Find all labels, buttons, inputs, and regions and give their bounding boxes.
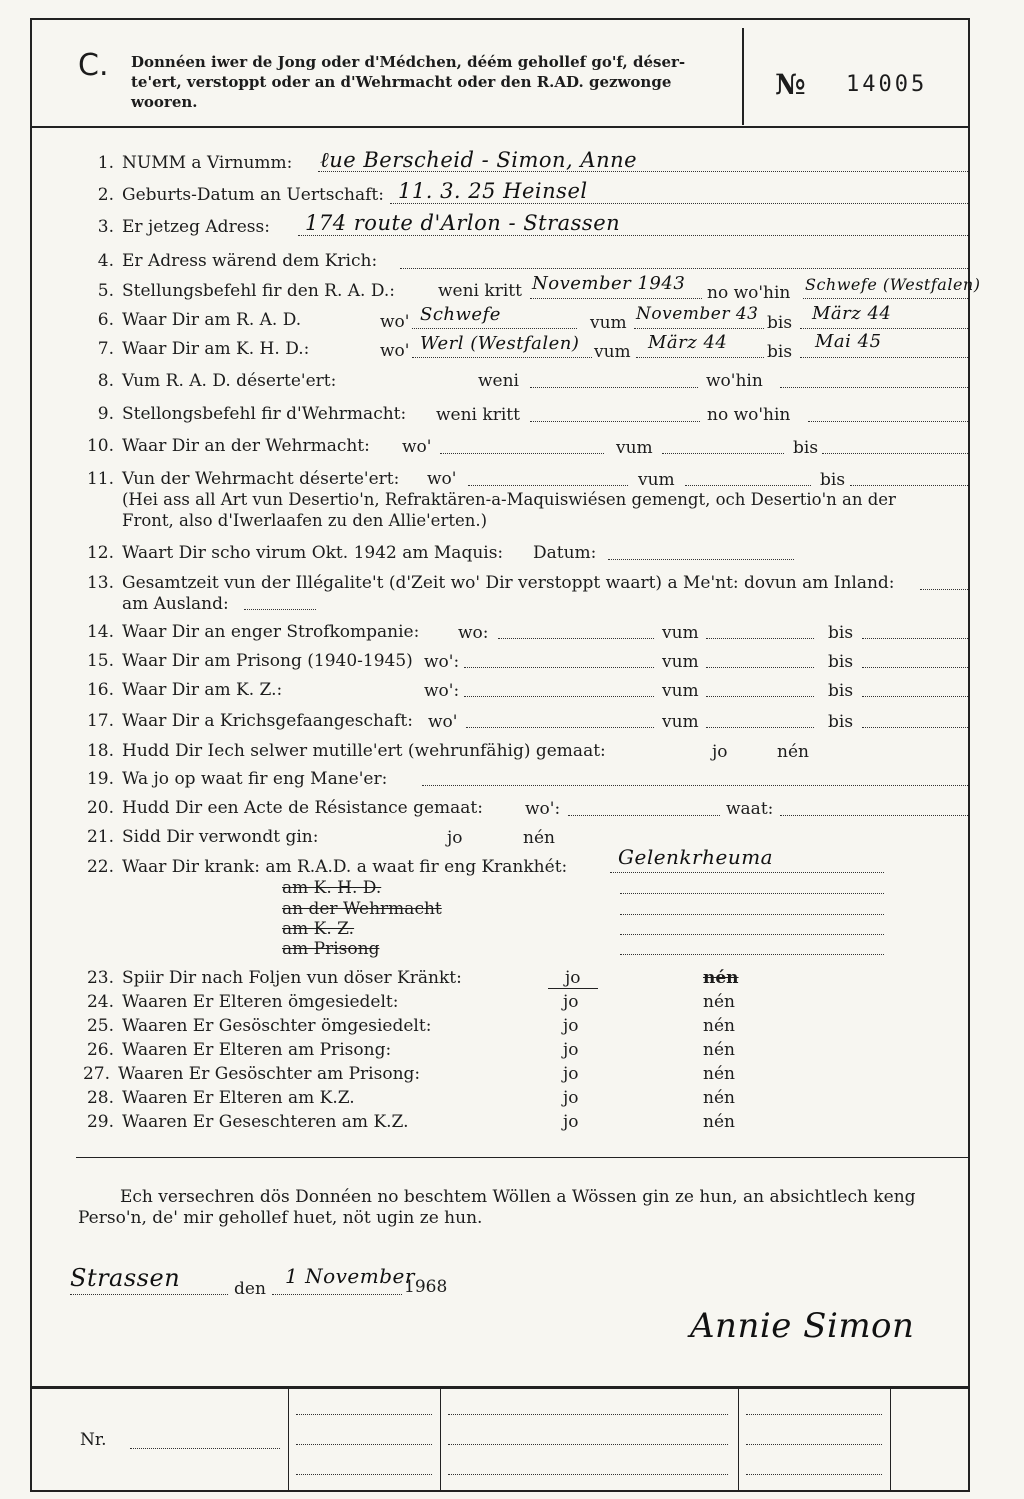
field-11-note-2: Front, also d'Iwerlaafen zu den Allie'erten.) xyxy=(122,511,488,530)
field-5-where-label: no wo'hin xyxy=(707,283,791,303)
field-11-bis-label: bis xyxy=(820,470,846,490)
field-11-wo-label: wo' xyxy=(427,469,457,489)
field-11-vum-label: vum xyxy=(638,470,675,490)
field-6: 6. Waar Dir am R. A. D. xyxy=(97,310,302,330)
field-6-bis-label: bis xyxy=(767,313,793,333)
field-13-ausland-label: am Ausland: xyxy=(122,594,229,614)
field-20: 20. Hudd Dir een Acte de Résistance gemaat: xyxy=(86,798,483,818)
field-16: 16. Waar Dir am K. Z.: xyxy=(86,680,283,700)
field-8-wohin-label: wo'hin xyxy=(706,371,763,391)
field-20-wo-line[interactable] xyxy=(568,815,720,816)
field-22-sub-prisong-line[interactable] xyxy=(620,954,884,955)
footer-col-1 xyxy=(288,1388,289,1492)
field-5-when-value: November 1943 xyxy=(532,273,686,294)
field-9-weni-line[interactable] xyxy=(530,421,700,422)
field-23-nen[interactable]: nén xyxy=(703,968,739,988)
field-14-wo-line[interactable] xyxy=(498,638,654,639)
field-28-jo[interactable]: jo xyxy=(563,1088,579,1108)
field-17-bis-line[interactable] xyxy=(862,727,968,728)
field-16-vum-label: vum xyxy=(662,681,699,701)
declaration-year: 1968 xyxy=(404,1277,448,1297)
field-5-where-line[interactable] xyxy=(803,298,968,299)
field-25-jo[interactable]: jo xyxy=(563,1016,579,1036)
field-8: 8. Vum R. A. D. déserte'ert: xyxy=(97,371,337,391)
field-11-bis-line[interactable] xyxy=(850,485,968,486)
section-rule xyxy=(76,1157,968,1158)
field-6-bis-line[interactable] xyxy=(800,328,968,329)
field-18-jo[interactable]: jo xyxy=(712,742,728,762)
field-24: 24. Waaren Er Elteren ömgesiedelt: xyxy=(86,992,399,1012)
field-26: 26. Waaren Er Elteren am Prisong: xyxy=(86,1040,392,1060)
field-13-inland-line[interactable] xyxy=(920,589,968,590)
field-8-wohin-line[interactable] xyxy=(780,387,968,388)
header-text-3: wooren. xyxy=(131,93,198,111)
field-15-bis-label: bis xyxy=(828,652,854,672)
field-23: 23. Spiir Dir nach Foljen vun döser Kränkt: xyxy=(86,968,462,988)
field-8-weni-label: weni xyxy=(478,371,519,391)
field-11: 11. Vun der Wehrmacht déserte'ert: xyxy=(86,469,400,489)
declaration-date: 1 November xyxy=(285,1264,415,1288)
field-2: 2. Geburts-Datum an Uertschaft: xyxy=(97,185,384,205)
field-16-bis-line[interactable] xyxy=(862,696,968,697)
field-29-nen[interactable]: nén xyxy=(703,1112,735,1132)
field-6-wo-label: wo' xyxy=(380,312,410,332)
field-7-wo-value: Werl (Westfalen) xyxy=(420,333,580,354)
field-26-nen[interactable]: nén xyxy=(703,1040,735,1060)
field-8-weni-line[interactable] xyxy=(530,387,698,388)
footer-cell-a2[interactable] xyxy=(296,1444,432,1445)
field-24-nen[interactable]: nén xyxy=(703,992,735,1012)
field-12-datum-label: Datum: xyxy=(533,543,597,563)
field-11-vum-line[interactable] xyxy=(685,485,811,486)
field-14-vum-line[interactable] xyxy=(706,638,814,639)
field-6-wo-line[interactable] xyxy=(412,328,577,329)
field-7-vum-label: vum xyxy=(594,342,631,362)
field-28-nen[interactable]: nén xyxy=(703,1088,735,1108)
declaration-place: Strassen xyxy=(70,1264,181,1292)
field-9-wohin-label: no wo'hin xyxy=(707,405,791,425)
field-22-sub-khd-line[interactable] xyxy=(620,893,884,894)
field-7-vum-value: März 44 xyxy=(648,332,728,353)
field-25: 25. Waaren Er Gesöschter ömgesiedelt: xyxy=(86,1016,432,1036)
field-14-bis-line[interactable] xyxy=(862,638,968,639)
field-27-nen[interactable]: nén xyxy=(703,1064,735,1084)
field-5: 5. Stellungsbefehl fir den R. A. D.: xyxy=(97,281,396,301)
field-17-bis-label: bis xyxy=(828,712,854,732)
field-16-vum-line[interactable] xyxy=(706,696,814,697)
declaration-den: den xyxy=(234,1279,266,1299)
footer-col-4 xyxy=(890,1388,891,1492)
field-14-vum-label: vum xyxy=(662,623,699,643)
field-2-value: 11. 3. 25 Heinsel xyxy=(398,179,588,203)
field-7-wo-line[interactable] xyxy=(412,357,592,358)
footer-nr-label: Nr. xyxy=(80,1430,107,1450)
signature: Annie Simon xyxy=(690,1306,915,1346)
field-10-vum-label: vum xyxy=(616,438,653,458)
declaration-place-line[interactable] xyxy=(70,1294,228,1295)
field-6-vum-line[interactable] xyxy=(634,328,764,329)
field-15-vum-label: vum xyxy=(662,652,699,672)
field-16-wo-label: wo': xyxy=(424,681,460,701)
field-25-nen[interactable]: nén xyxy=(703,1016,735,1036)
field-15-bis-line[interactable] xyxy=(862,667,968,668)
declaration-date-line[interactable] xyxy=(272,1294,402,1295)
field-12: 12. Waart Dir scho virum Okt. 1942 am Maquis: xyxy=(86,543,504,563)
field-29-jo[interactable]: jo xyxy=(563,1112,579,1132)
field-27-jo[interactable]: jo xyxy=(563,1064,579,1084)
field-22: 22. Waar Dir krank: am R.A.D. a waat fir eng Krankhét: xyxy=(86,857,568,877)
field-10-wo-line[interactable] xyxy=(440,453,604,454)
declaration-line-1: Ech versechren dös Donnéen no beschtem Wöllen a Wössen gin ze hun, an absichtlech keng xyxy=(120,1187,916,1207)
header-rule xyxy=(30,126,970,128)
field-19: 19. Wa jo op waat fir eng Mane'er: xyxy=(86,769,388,789)
field-6-wo-value: Schwefe xyxy=(420,304,501,325)
field-14: 14. Waar Dir an enger Strofkompanie: xyxy=(86,622,420,642)
field-15-vum-line[interactable] xyxy=(706,667,814,668)
header-text-1: Donnéen iwer de Jong oder d'Médchen, déém gehollef go'f, déser- xyxy=(131,53,686,71)
field-17-wo-label: wo' xyxy=(428,712,458,732)
field-22-value: Gelenkrheuma xyxy=(618,845,774,869)
field-10-bis-line[interactable] xyxy=(822,453,968,454)
field-3-line[interactable] xyxy=(298,235,968,236)
field-4: 4. Er Adress wärend dem Krich: xyxy=(97,251,378,271)
field-17-vum-line[interactable] xyxy=(706,727,814,728)
field-6-vum-label: vum xyxy=(590,313,627,333)
field-5-where-value: Schwefe (Westfalen) xyxy=(805,275,981,294)
field-26-jo[interactable]: jo xyxy=(563,1040,579,1060)
field-2-line[interactable] xyxy=(390,203,968,204)
field-22-sub-kz-line[interactable] xyxy=(620,934,884,935)
field-9-weni-label: weni kritt xyxy=(436,405,520,425)
declaration-line-2: Perso'n, de' mir gehollef huet, nöt ugin ze hun. xyxy=(78,1208,483,1228)
field-9-wohin-line[interactable] xyxy=(808,421,968,422)
field-18: 18. Hudd Dir Iech selwer mutille'ert (wehrunfähig) gemaat: xyxy=(86,741,606,761)
field-3-value: 174 route d'Arlon - Strassen xyxy=(305,211,621,235)
header-text-2: te'ert, verstoppt oder an d'Wehrmacht oder den R.AD. gezwonge xyxy=(131,73,672,91)
header-divider xyxy=(742,28,744,125)
footer-cell-b3[interactable] xyxy=(448,1474,728,1475)
footer-col-2 xyxy=(440,1388,441,1492)
field-7-bis-value: Mai 45 xyxy=(815,331,882,352)
field-15: 15. Waar Dir am Prisong (1940-1945) xyxy=(86,651,413,671)
field-13-ausland-line[interactable] xyxy=(244,609,316,610)
field-22-sub-wehrmacht-line[interactable] xyxy=(620,914,884,915)
field-16-wo-line[interactable] xyxy=(464,696,654,697)
form-number: 14005 xyxy=(846,72,928,97)
field-28: 28. Waaren Er Elteren am K.Z. xyxy=(86,1088,355,1108)
field-20-waat-label: waat: xyxy=(726,799,774,819)
footer-cell-a3[interactable] xyxy=(296,1474,432,1475)
field-7: 7. Waar Dir am K. H. D.: xyxy=(97,339,310,359)
footer-cell-c1[interactable] xyxy=(746,1414,882,1415)
field-5-when-line[interactable] xyxy=(530,298,702,299)
footer-col-3 xyxy=(738,1388,739,1492)
field-7-vum-line[interactable] xyxy=(636,357,764,358)
field-3: 3. Er jetzeg Adress: xyxy=(97,217,270,237)
field-15-wo-label: wo': xyxy=(424,652,460,672)
field-18-nen[interactable]: nén xyxy=(777,742,809,762)
field-17-wo-line[interactable] xyxy=(466,727,654,728)
field-22-sub-prisong: am Prisong xyxy=(282,939,380,959)
field-15-wo-line[interactable] xyxy=(464,667,654,668)
field-17: 17. Waar Dir a Krichsgefaangeschaft: xyxy=(86,711,413,731)
field-6-bis-value: März 44 xyxy=(812,303,892,324)
field-22-line[interactable] xyxy=(610,872,884,873)
field-17-vum-label: vum xyxy=(662,712,699,732)
field-22-sub-khd: am K. H. D. xyxy=(282,878,382,898)
field-12-datum-line[interactable] xyxy=(608,559,794,560)
section-letter: C. xyxy=(78,48,109,83)
field-22-sub-kz: am K. Z. xyxy=(282,919,355,939)
field-1: 1. NUMM a Virnumm: xyxy=(97,153,293,173)
footer-cell-c2[interactable] xyxy=(746,1444,882,1445)
footer-cell-b1[interactable] xyxy=(448,1414,728,1415)
field-20-waat-line[interactable] xyxy=(780,815,968,816)
field-21: 21. Sidd Dir verwondt gin: xyxy=(86,827,319,847)
field-23-jo[interactable]: jo xyxy=(565,968,581,988)
footer-cell-c3[interactable] xyxy=(746,1474,882,1475)
field-21-nen[interactable]: nén xyxy=(523,828,555,848)
footer-cell-b2[interactable] xyxy=(448,1444,728,1445)
field-10-bis-label: bis xyxy=(793,438,819,458)
field-10-wo-label: wo' xyxy=(402,437,432,457)
field-13: 13. Gesamtzeit vun der Illégalite't (d'Zeit wo' Dir verstoppt waart) a Me'nt: dovun am Inland: xyxy=(86,573,895,593)
field-9: 9. Stellongsbefehl fir d'Wehrmacht: xyxy=(97,404,407,424)
field-27: 27. Waaren Er Gesöschter am Prisong: xyxy=(82,1064,421,1084)
field-5-when-label: weni kritt xyxy=(438,281,522,301)
number-sign: № xyxy=(775,68,806,101)
field-7-bis-line[interactable] xyxy=(800,357,968,358)
field-14-bis-label: bis xyxy=(828,623,854,643)
field-7-bis-label: bis xyxy=(767,342,793,362)
field-20-wo-label: wo': xyxy=(525,799,561,819)
field-23-jo-underline xyxy=(548,988,598,989)
field-29: 29. Waaren Er Geseschteren am K.Z. xyxy=(86,1112,409,1132)
field-16-bis-label: bis xyxy=(828,681,854,701)
field-14-wo-label: wo: xyxy=(458,623,489,643)
footer-nr-line[interactable] xyxy=(130,1448,280,1449)
field-21-jo[interactable]: jo xyxy=(447,828,463,848)
field-4-line[interactable] xyxy=(400,268,968,269)
field-22-sub-wehrmacht: an der Wehrmacht xyxy=(282,899,442,919)
footer-cell-a1[interactable] xyxy=(296,1414,432,1415)
field-10-vum-line[interactable] xyxy=(662,453,784,454)
field-24-jo[interactable]: jo xyxy=(563,992,579,1012)
field-11-wo-line[interactable] xyxy=(468,485,628,486)
field-7-wo-label: wo' xyxy=(380,341,410,361)
footer-rule xyxy=(30,1386,970,1389)
field-19-line[interactable] xyxy=(422,785,968,786)
field-10: 10. Waar Dir an der Wehrmacht: xyxy=(86,436,370,456)
field-6-vum-value: November 43 xyxy=(636,304,759,324)
field-11-note-1: (Hei ass all Art vun Desertio'n, Refraktären-a-Maquiswiésen gemengt, och Desertio'n an der xyxy=(122,490,896,509)
field-1-value: ℓue Berscheid - Simon, Anne xyxy=(320,148,638,172)
